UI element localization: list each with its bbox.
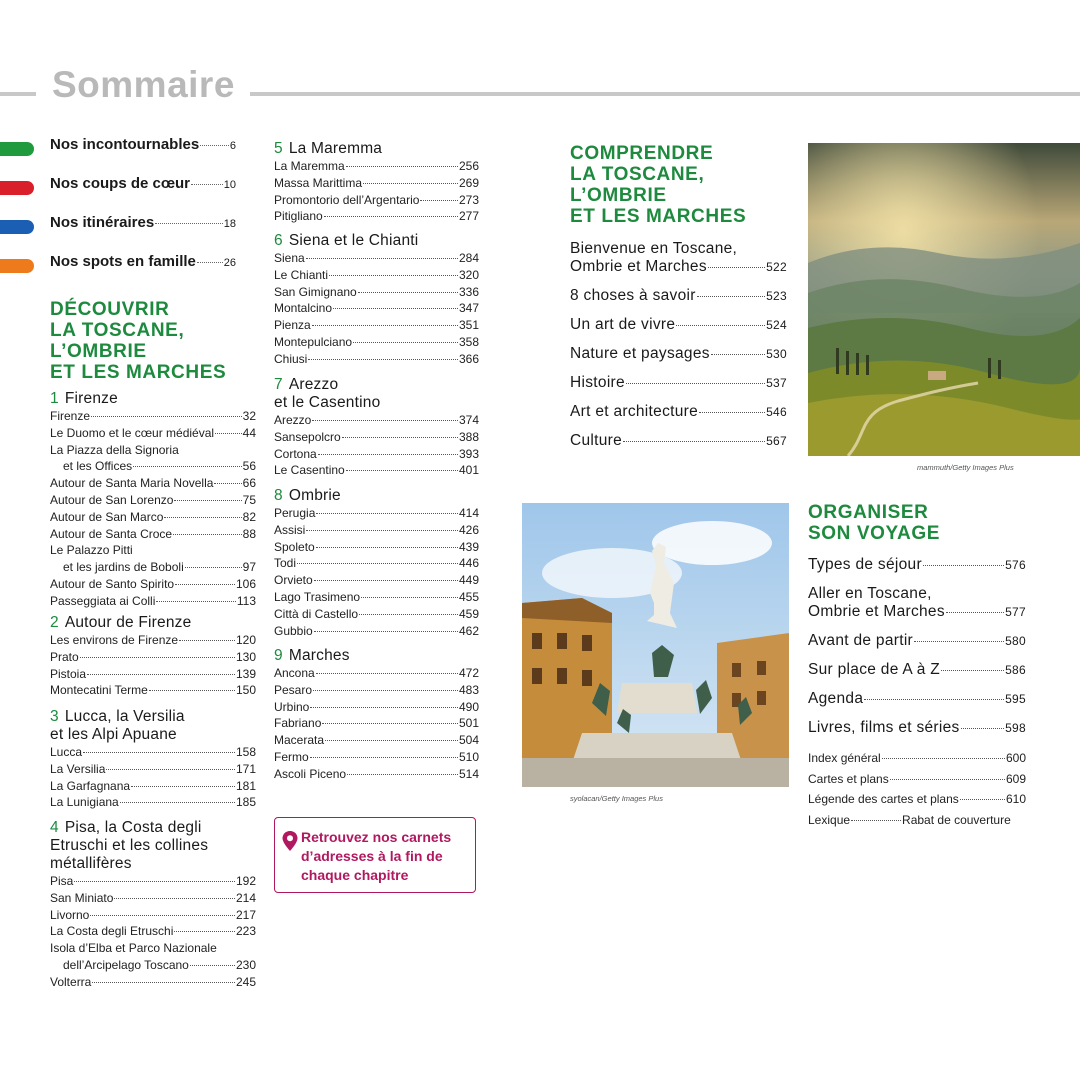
highlight-label: Nos coups de cœur — [50, 175, 191, 192]
chapter-3 — [50, 708, 256, 811]
toc-entry[interactable]: Montecatini Terme 150 — [50, 683, 256, 698]
heading-line: L’OMBRIE — [570, 185, 667, 206]
toc-entry[interactable]: Perugia 414 — [274, 506, 479, 520]
toc-entry[interactable]: Gubbio 462 — [274, 623, 479, 638]
toc-entry[interactable]: 8 choses à savoir 523 — [570, 287, 787, 304]
toc-entry[interactable]: Le Casentino 401 — [274, 463, 479, 478]
toc-entry[interactable]: Livres, films et séries 598 — [808, 719, 1026, 736]
photo-credit-landscape: mammuth/Getty Images Plus — [917, 463, 1014, 472]
chapter-9 — [274, 647, 479, 783]
green-tab-icon — [0, 142, 34, 156]
toc-entry[interactable]: Le Duomo et le cœur médiéval 44 — [50, 425, 256, 440]
toc-entry[interactable]: Montepulciano 358 — [274, 334, 479, 349]
toc-entry[interactable]: Volterra 245 — [50, 974, 256, 989]
carnets-callout — [274, 817, 476, 893]
section-comprendre-heading — [570, 143, 790, 227]
heading-line: LA TOSCANE, — [50, 320, 185, 341]
blue-tab-icon — [0, 220, 34, 234]
toc-entry[interactable]: Les environs de Firenze 120 — [50, 633, 256, 647]
chapter-title[interactable]: 8 Ombrie — [274, 487, 341, 504]
red-tab-icon — [0, 181, 34, 195]
toc-entry[interactable]: Le Palazzo Pitti et les jardins de Boboli 97 — [50, 543, 256, 575]
toc-entry[interactable]: Avant de partir 580 — [808, 632, 1026, 649]
title-rule-right — [250, 92, 1080, 96]
chapter-title[interactable]: 3 Lucca, la Versilia et les Alpi Apuane — [50, 708, 185, 743]
chapter-7 — [274, 376, 479, 479]
toc-entry[interactable]: Macerata 504 — [274, 733, 479, 748]
map-pin-icon — [281, 830, 299, 852]
chapter-title[interactable]: 1 Firenze — [50, 390, 118, 407]
toc-entry[interactable]: Légende des cartes et plans 610 — [808, 792, 1026, 806]
highlight-label: Nos itinéraires — [50, 214, 155, 231]
toc-entry[interactable]: Montalcino 347 — [274, 301, 479, 316]
toc-entry[interactable]: Orvieto 449 — [274, 573, 479, 588]
chapter-8 — [274, 487, 479, 639]
toc-entry[interactable]: Pesaro 483 — [274, 682, 479, 697]
toc-entry[interactable]: Isola d’Elba et Parco Nazionale dell’Arcipelago Toscano 230 — [50, 941, 256, 972]
toc-entry[interactable]: Massa Marittima 269 — [274, 175, 479, 190]
heading-line: ORGANISER — [808, 502, 929, 523]
toc-entry[interactable]: Art et architecture 546 — [570, 403, 787, 420]
chapter-4 — [50, 819, 256, 991]
organiser-list — [808, 556, 1026, 737]
title-rule-left — [0, 92, 36, 96]
toc-entry[interactable]: Prato 130 — [50, 649, 256, 664]
tuscan-landscape-photo — [808, 143, 1080, 456]
toc-entry[interactable]: Aller en Toscane, Ombrie et Marches 577 — [808, 585, 1026, 620]
chapter-6 — [274, 232, 479, 368]
toc-entry[interactable]: Cartes et plans 609 — [808, 771, 1026, 786]
toc-entry[interactable]: Todi 446 — [274, 556, 479, 571]
heading-line: ET LES MARCHES — [570, 206, 747, 227]
toc-entry[interactable]: Città di Castello 459 — [274, 606, 479, 621]
toc-entry[interactable]: Lucca 158 — [50, 745, 256, 759]
toc-entry[interactable]: Bienvenue en Toscane, Ombrie et Marches 522 — [570, 240, 787, 275]
highlight-label: Nos incontournables — [50, 136, 200, 153]
toc-entry[interactable]: Ancona 472 — [274, 666, 479, 680]
toc-entry[interactable]: Fermo 510 — [274, 749, 479, 764]
heading-line: ET LES MARCHES — [50, 362, 227, 383]
heading-line: L’OMBRIE — [50, 341, 147, 362]
toc-entry[interactable]: Histoire 537 — [570, 374, 787, 391]
toc-entry[interactable]: Autour de Santa Croce 88 — [50, 526, 256, 541]
chapter-title[interactable]: 7 Arezzo et le Casentino — [274, 376, 381, 411]
toc-entry[interactable]: Firenze 32 — [50, 409, 256, 423]
toc-entry[interactable]: Un art de vivre 524 — [570, 316, 787, 333]
toc-entry[interactable]: Autour de San Marco 82 — [50, 509, 256, 524]
toc-entry[interactable]: La Piazza della Signoria et les Offices 56 — [50, 442, 256, 474]
toc-entry[interactable]: Sansepolcro 388 — [274, 429, 479, 444]
toc-entry[interactable]: Autour de Santo Spirito 106 — [50, 576, 256, 591]
toc-entry[interactable]: San Gimignano 336 — [274, 284, 479, 299]
toc-entry[interactable]: Arezzo 374 — [274, 413, 479, 427]
highlight-page: 6 — [229, 140, 236, 152]
heading-line: LA TOSCANE, — [570, 164, 705, 185]
page-title: Sommaire — [52, 64, 235, 105]
toc-entry[interactable]: Spoleto 439 — [274, 539, 479, 554]
toc-entry[interactable]: Culture 567 — [570, 432, 787, 449]
toc-entry[interactable]: Chiusi 366 — [274, 351, 479, 366]
toc-entry[interactable]: Pisa 192 — [50, 874, 256, 888]
section-decouvrir-heading — [50, 299, 250, 383]
toc-entry[interactable]: Fabriano 501 — [274, 716, 479, 731]
comprendre-list — [570, 240, 787, 450]
toc-entry[interactable]: San Miniato 214 — [50, 890, 256, 905]
photo-credit-fountain: syolacan/Getty Images Plus — [570, 794, 663, 803]
toc-entry[interactable]: Autour de San Lorenzo 75 — [50, 492, 256, 507]
chapter-2 — [50, 614, 256, 699]
fountain-photo — [522, 503, 789, 787]
toc-entry[interactable]: Livorno 217 — [50, 907, 256, 922]
highlight-label: Nos spots en famille — [50, 253, 196, 270]
toc-entry[interactable]: Cortona 393 — [274, 446, 479, 461]
toc-entry[interactable]: La Garfagnana 181 — [50, 778, 256, 793]
chapter-title[interactable]: 9 Marches — [274, 647, 350, 664]
toc-entry[interactable]: Lexique Rabat de couverture — [808, 812, 1011, 827]
toc-entry[interactable]: Lago Trasimeno 455 — [274, 589, 479, 604]
chapter-title[interactable]: 5 La Maremma — [274, 140, 383, 157]
heading-line: SON VOYAGE — [808, 523, 941, 544]
toc-entry[interactable]: Urbino 490 — [274, 699, 479, 714]
toc-entry[interactable]: Types de séjour 576 — [808, 556, 1026, 573]
toc-entry[interactable]: Pienza 351 — [274, 318, 479, 333]
toc-entry[interactable]: Nature et paysages 530 — [570, 345, 787, 362]
heading-line: DÉCOUVRIR — [50, 299, 170, 320]
callout-text: Retrouvez nos carnets d’adresses à la fin de chaque chapitre — [301, 829, 452, 883]
chapter-title[interactable]: 2 Autour de Firenze — [50, 614, 192, 631]
toc-entry[interactable]: Ascoli Piceno 514 — [274, 766, 479, 781]
chapter-title[interactable]: 6 Siena et le Chianti — [274, 232, 419, 249]
orange-tab-icon — [0, 259, 34, 273]
highlight-page: 10 — [223, 179, 236, 191]
toc-entry[interactable]: Pitigliano 277 — [274, 209, 479, 224]
toc-entry[interactable]: Index général 600 — [808, 751, 1026, 765]
toc-entry[interactable]: Le Chianti 320 — [274, 267, 479, 282]
toc-entry[interactable]: Agenda 595 — [808, 690, 1026, 707]
toc-entry[interactable]: Siena 284 — [274, 251, 479, 265]
chapter-5 — [274, 140, 479, 225]
highlight-page: 18 — [223, 218, 236, 230]
chapter-title[interactable]: 4 Pisa, la Costa degli Etruschi et les collines métallifères — [50, 819, 209, 872]
highlight-page: 26 — [223, 257, 236, 269]
toc-entry[interactable]: Autour de Santa Maria Novella 66 — [50, 476, 256, 491]
heading-line: COMPRENDRE — [570, 143, 714, 164]
toc-entry[interactable]: Sur place de A à Z 586 — [808, 661, 1026, 678]
section-organiser-heading — [808, 502, 1028, 544]
chapter-1 — [50, 390, 256, 610]
toc-entry[interactable]: La Maremma 256 — [274, 159, 479, 173]
toc-entry[interactable]: La Costa degli Etruschi 223 — [50, 924, 256, 939]
toc-entry[interactable]: Promontorio dell’Argentario 273 — [274, 192, 479, 207]
toc-entry[interactable]: Pistoia 139 — [50, 666, 256, 681]
annex-list — [808, 750, 1026, 828]
toc-entry[interactable]: La Lunigiana 185 — [50, 795, 256, 810]
toc-entry[interactable]: Passeggiata ai Colli 113 — [50, 593, 256, 608]
toc-entry[interactable]: Assisi 426 — [274, 522, 479, 537]
toc-entry[interactable]: La Versilia 171 — [50, 761, 256, 776]
